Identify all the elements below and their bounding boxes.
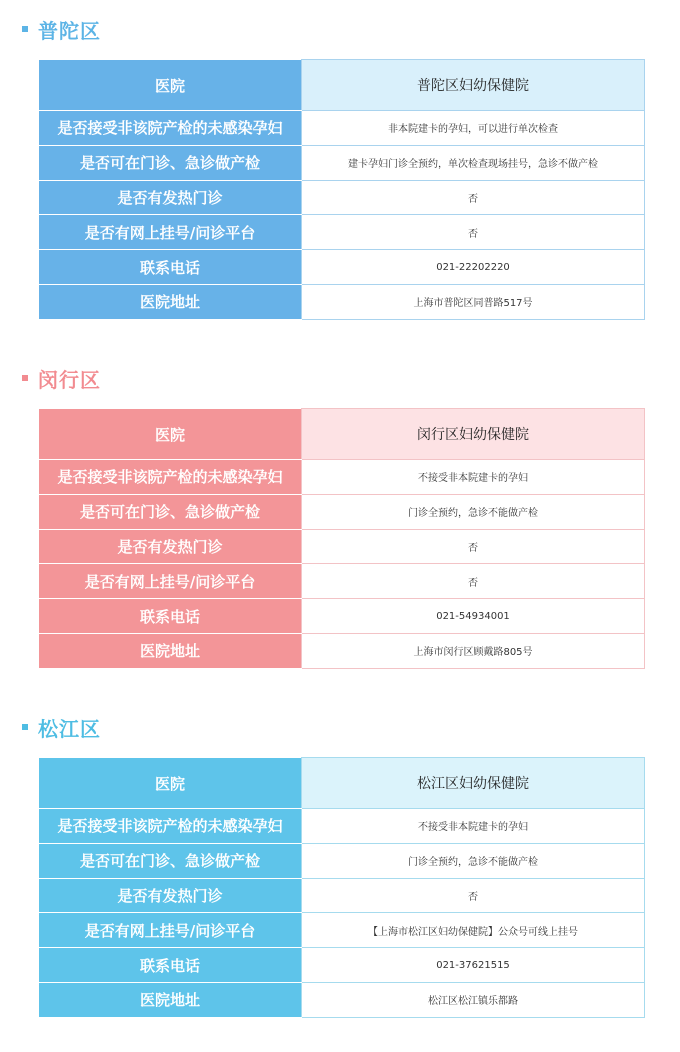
row-value: 否: [302, 878, 645, 913]
row-label: 医院: [39, 758, 302, 809]
row-label: 医院: [39, 409, 302, 460]
table-row: [39, 982, 645, 1017]
row-label: 医院地址: [39, 284, 302, 319]
row-label: 联系电话: [39, 948, 302, 983]
table-row: [39, 758, 645, 809]
address: 松江区松江镇乐都路: [302, 982, 645, 1017]
row-label: 是否有发热门诊: [39, 529, 302, 564]
row-label: 是否可在门诊、急诊做产检: [39, 145, 302, 180]
row-label: 医院: [39, 60, 302, 111]
row-label: 是否接受非该院产检的未感染孕妇: [39, 111, 302, 146]
table-row: [39, 180, 645, 215]
row-value: 非本院建卡的孕妇，可以进行单次检查: [302, 111, 645, 146]
table-row: [39, 145, 645, 180]
row-value: 不接受非本院建卡的孕妇: [302, 460, 645, 495]
phone-number: 021-54934001: [302, 599, 645, 634]
row-label: 是否接受非该院产检的未感染孕妇: [39, 460, 302, 495]
table-row: [39, 529, 645, 564]
row-label: 医院地址: [39, 633, 302, 668]
phone-number: 021-37621515: [302, 948, 645, 983]
table-row: [39, 409, 645, 460]
table-row: [39, 633, 645, 668]
row-label: 医院地址: [39, 982, 302, 1017]
table-row: [39, 250, 645, 285]
row-value: 否: [302, 529, 645, 564]
table-row: [39, 60, 645, 111]
table-row: [39, 460, 645, 495]
section-heading: [22, 713, 101, 741]
section-heading: [22, 364, 101, 392]
table-row: [39, 843, 645, 878]
row-value: 门诊全预约，急诊不能做产检: [302, 843, 645, 878]
section-title: 闵行区: [38, 367, 101, 392]
section-title: 松江区: [38, 716, 101, 741]
row-label: 是否有网上挂号/问诊平台: [39, 215, 302, 250]
table-row: [39, 494, 645, 529]
table-row: [39, 809, 645, 844]
table-row: [39, 878, 645, 913]
table-row: [39, 948, 645, 983]
row-label: 联系电话: [39, 599, 302, 634]
row-label: 是否可在门诊、急诊做产检: [39, 843, 302, 878]
row-label: 是否接受非该院产检的未感染孕妇: [39, 809, 302, 844]
row-value: 否: [302, 564, 645, 599]
row-value: 门诊全预约，急诊不能做产检: [302, 494, 645, 529]
table-row: [39, 284, 645, 319]
row-label: 是否有发热门诊: [39, 180, 302, 215]
row-label: 是否有发热门诊: [39, 878, 302, 913]
hospital-name: 普陀区妇幼保健院: [302, 60, 645, 111]
table-row: [39, 564, 645, 599]
phone-number: 021-22202220: [302, 250, 645, 285]
address: 上海市闵行区顾戴路805号: [302, 633, 645, 668]
table-row: [39, 215, 645, 250]
square-bullet-icon: [22, 375, 28, 381]
row-label: 联系电话: [39, 250, 302, 285]
section-title: 普陀区: [38, 18, 101, 43]
square-bullet-icon: [22, 724, 28, 730]
table-row: [39, 599, 645, 634]
row-value: 不接受非本院建卡的孕妇: [302, 809, 645, 844]
hospital-info-table: [38, 59, 645, 320]
section-heading: [22, 15, 101, 43]
row-value: 否: [302, 180, 645, 215]
row-label: 是否有网上挂号/问诊平台: [39, 913, 302, 948]
table-row: [39, 111, 645, 146]
hospital-info-table: [38, 408, 645, 669]
row-label: 是否可在门诊、急诊做产检: [39, 494, 302, 529]
hospital-name: 闵行区妇幼保健院: [302, 409, 645, 460]
row-value: 建卡孕妇门诊全预约，单次检查现场挂号，急诊不做产检: [302, 145, 645, 180]
hospital-name: 松江区妇幼保健院: [302, 758, 645, 809]
table-row: [39, 913, 645, 948]
row-value: 【上海市松江区妇幼保健院】公众号可线上挂号: [302, 913, 645, 948]
address: 上海市普陀区同普路517号: [302, 284, 645, 319]
square-bullet-icon: [22, 26, 28, 32]
row-value: 否: [302, 215, 645, 250]
hospital-info-table: [38, 757, 645, 1018]
row-label: 是否有网上挂号/问诊平台: [39, 564, 302, 599]
